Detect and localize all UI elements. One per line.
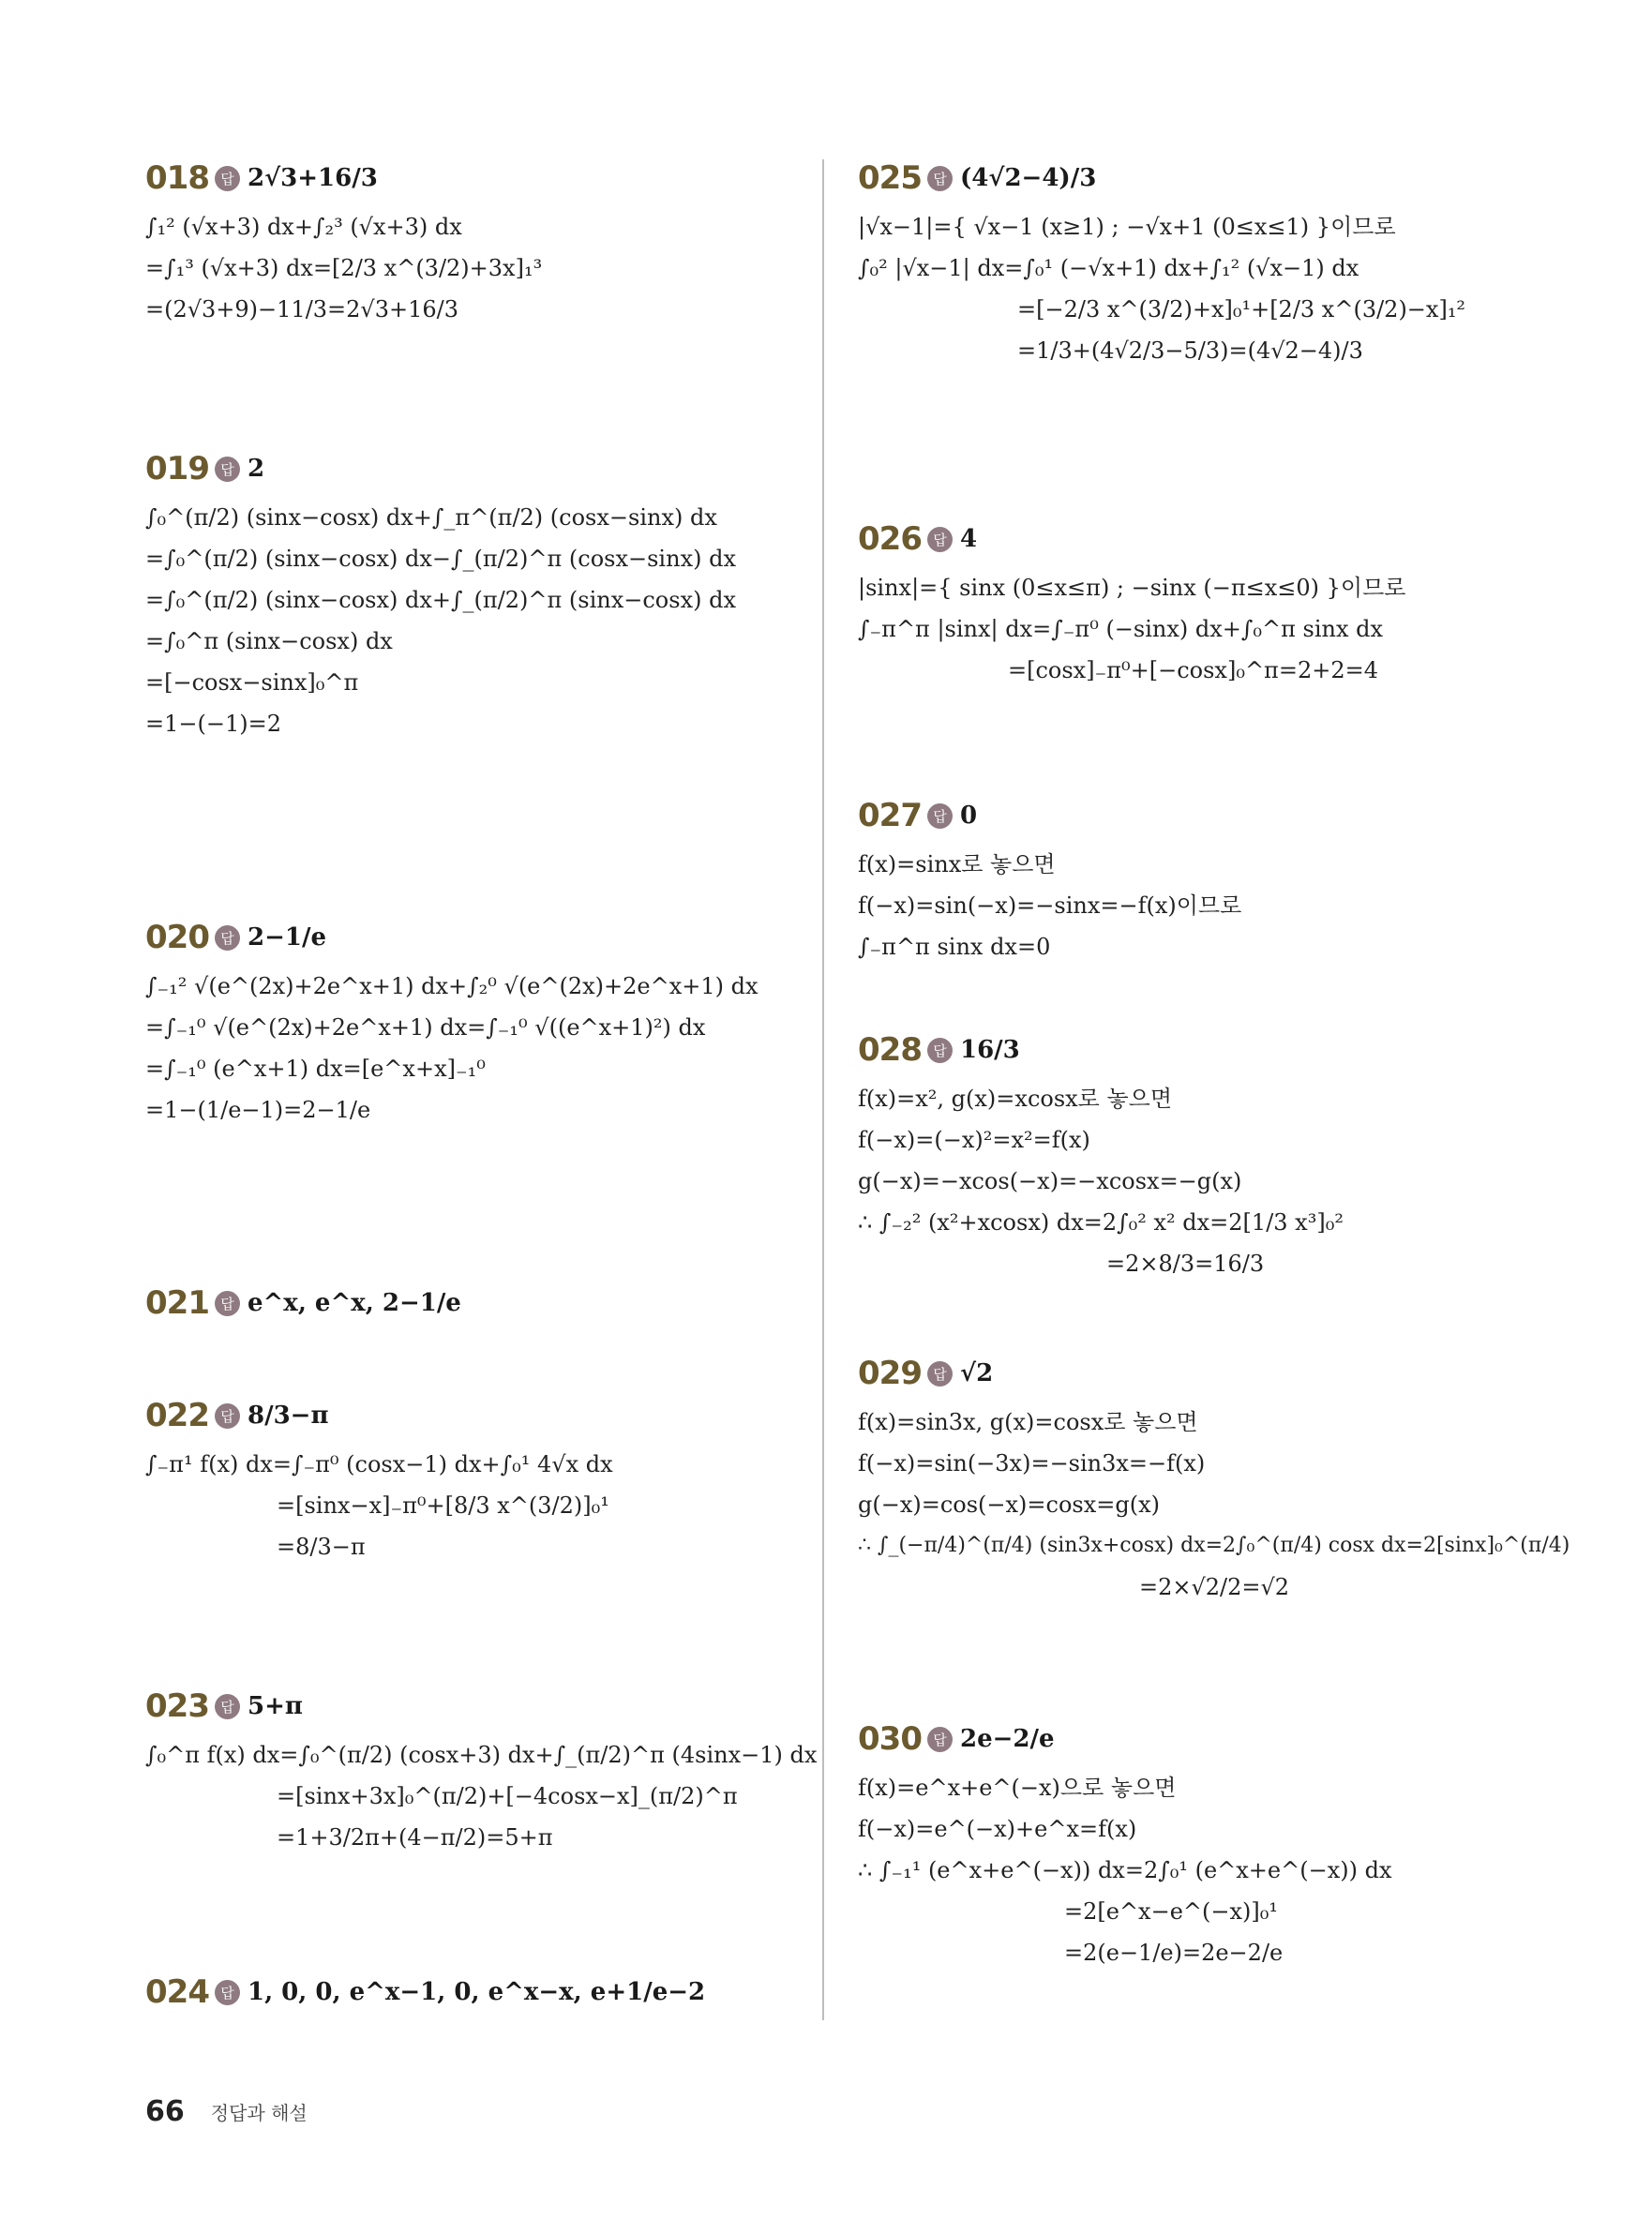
footer-title: 정답과 해설 [210,2102,308,2124]
problem-number: 028 [858,1031,922,1069]
solution-line: |√x−1|={ √x−1 (x≥1) ; −√x+1 (0≤x≤1) }이므로 [858,214,1396,240]
solution-line: =1−(1/e−1)=2−1/e [145,1097,371,1123]
answer-badge: 답 [927,1727,953,1752]
solution-line: =[sinx−x]₋π⁰+[8/3 x^(3/2)]₀¹ [277,1492,609,1519]
page-number: 66 [145,2095,185,2128]
answer: 2 [247,455,265,483]
problem-030 [858,1711,1514,1973]
solution-line: f(−x)=(−x)²=x²=f(x) [858,1127,1090,1153]
solution-line: g(−x)=cos(−x)=cosx=g(x) [858,1492,1161,1518]
solution-line: =1/3+(4√2/3−5/3)=(4√2−4)/3 [1017,337,1363,364]
solution-line: f(−x)=sin(−x)=−sinx=−f(x)이므로 [858,892,1242,919]
solution-line: |sinx|={ sinx (0≤x≤π) ; −sinx (−π≤x≤0) }이므로 [858,575,1406,601]
answer-badge: 답 [215,1403,240,1429]
solution-line: =∫₋₁⁰ √(e^(2x)+2e^x+1) dx=∫₋₁⁰ √((e^x+1)²) dx [145,1014,706,1041]
answer: 4 [959,525,978,553]
solution-line: f(x)=e^x+e^(−x)으로 놓으면 [858,1775,1177,1801]
solution-line: =8/3−π [277,1534,366,1560]
problem-number: 022 [145,1397,209,1434]
solution-line: ∴ ∫₋₂² (x²+xcosx) dx=2∫₀² x² dx=2[1/3 x³]₀² [858,1209,1344,1236]
answer: 2√3+16/3 [247,164,378,192]
problem-022 [145,1387,802,1567]
problem-025 [858,150,1514,371]
solution-line: g(−x)=−xcos(−x)=−xcosx=−g(x) [858,1168,1242,1194]
problem-018 [145,150,802,330]
problem-028 [858,1022,1514,1284]
solution-line: =2(e−1/e)=2e−2/e [1064,1940,1284,1966]
problem-number: 020 [145,919,209,956]
solution-line: f(x)=x², g(x)=xcosx로 놓으면 [858,1086,1173,1112]
solution-line: =∫₀^(π/2) (sinx−cosx) dx−∫_(π/2)^π (cosx−sinx) dx [145,546,736,572]
answer-badge: 답 [215,1291,240,1316]
answer: 16/3 [959,1036,1020,1064]
problem-number: 029 [858,1355,922,1392]
solution-line: ∫₁² (√x+3) dx+∫₂³ (√x+3) dx [145,214,462,240]
answer: 0 [959,802,978,830]
solution-line: =2×8/3=16/3 [1106,1251,1265,1277]
answer: 2e−2/e [959,1725,1055,1753]
answer-badge: 답 [215,1694,240,1719]
solution-line: f(x)=sinx로 놓으면 [858,851,1056,877]
solution-line: ∴ ∫_(−π/4)^(π/4) (sin3x+cosx) dx=2∫₀^(π/4) cosx dx=2[sinx]₀^(π/4) [858,1534,1570,1557]
problem-023 [145,1678,818,1858]
solution-line: =∫₁³ (√x+3) dx=[2/3 x^(3/2)+3x]₁³ [145,255,543,281]
solution-line: ∫₋π¹ f(x) dx=∫₋π⁰ (cosx−1) dx+∫₀¹ 4√x dx [145,1451,613,1477]
answer: e^x, e^x, 2−1/e [247,1289,461,1317]
solution-line: ∫₋π^π sinx dx=0 [858,934,1051,960]
problem-number: 019 [145,450,209,487]
solution-line: =[cosx]₋π⁰+[−cosx]₀^π=2+2=4 [1008,657,1378,683]
problem-021 [145,1275,802,1331]
solution-line: =[−2/3 x^(3/2)+x]₀¹+[2/3 x^(3/2)−x]₁² [1017,296,1466,322]
problem-number: 025 [858,159,922,197]
answer-badge: 답 [927,1038,953,1063]
problem-029 [858,1345,1570,1608]
page-footer [145,2095,308,2128]
answer-badge: 답 [215,457,240,482]
problem-019 [145,441,802,744]
solution-line: ∫₀^(π/2) (sinx−cosx) dx+∫_π^(π/2) (cosx−sinx) dx [145,504,717,531]
problem-number: 024 [145,1973,209,2011]
answer-badge: 답 [215,1980,240,2005]
answer: 1, 0, 0, e^x−1, 0, e^x−x, e+1/e−2 [247,1978,706,2006]
solution-line: =∫₋₁⁰ (e^x+1) dx=[e^x+x]₋₁⁰ [145,1056,486,1082]
answer: (4√2−4)/3 [959,164,1097,192]
answer: 2−1/e [247,923,326,952]
solution-line: f(x)=sin3x, g(x)=cosx로 놓으면 [858,1409,1198,1435]
solution-line: =[sinx+3x]₀^(π/2)+[−4cosx−x]_(π/2)^π [277,1783,738,1809]
solution-line: ∫₀² |√x−1| dx=∫₀¹ (−√x+1) dx+∫₁² (√x−1) dx [858,255,1359,281]
answer: 5+π [247,1692,303,1720]
problem-number: 018 [145,159,209,197]
solution-line: ∫₋₁² √(e^(2x)+2e^x+1) dx+∫₂⁰ √(e^(2x)+2e^x+1) dx [145,973,758,999]
solution-line: f(−x)=sin(−3x)=−sin3x=−f(x) [858,1450,1206,1477]
solution-line: =2[e^x−e^(−x)]₀¹ [1064,1898,1278,1925]
answer: 8/3−π [247,1402,329,1430]
problem-number: 027 [858,797,922,834]
solution-line: =2×√2/2=√2 [1139,1574,1290,1600]
problem-026 [858,511,1514,691]
solution-line: =1−(−1)=2 [145,711,281,737]
solution-line: =∫₀^π (sinx−cosx) dx [145,628,393,654]
solution-line: =∫₀^(π/2) (sinx−cosx) dx+∫_(π/2)^π (sinx−cosx) dx [145,587,736,613]
answer: √2 [959,1359,994,1387]
problem-020 [145,909,802,1131]
problem-number: 023 [145,1687,209,1725]
solution-line: ∴ ∫₋₁¹ (e^x+e^(−x)) dx=2∫₀¹ (e^x+e^(−x)) dx [858,1857,1392,1883]
problem-027 [858,787,1514,967]
solution-line: =[−cosx−sinx]₀^π [145,669,359,696]
problem-number: 021 [145,1284,209,1322]
solution-line: ∫₀^π f(x) dx=∫₀^(π/2) (cosx+3) dx+∫_(π/2)^π (4sinx−1) dx [145,1742,818,1768]
answer-badge: 답 [927,803,953,829]
column-divider [822,159,824,2020]
solution-line: =1+3/2π+(4−π/2)=5+π [277,1824,553,1851]
solution-line: =(2√3+9)−11/3=2√3+16/3 [145,296,458,322]
answer-badge: 답 [927,1361,953,1387]
problem-024 [145,1964,802,2020]
answer-badge: 답 [927,166,953,191]
problem-number: 030 [858,1720,922,1758]
answer-badge: 답 [215,925,240,951]
solution-line: f(−x)=e^(−x)+e^x=f(x) [858,1816,1137,1842]
solution-line: ∫₋π^π |sinx| dx=∫₋π⁰ (−sinx) dx+∫₀^π sinx dx [858,616,1384,642]
problem-number: 026 [858,520,922,558]
answer-badge: 답 [215,166,240,191]
answer-badge: 답 [927,527,953,552]
